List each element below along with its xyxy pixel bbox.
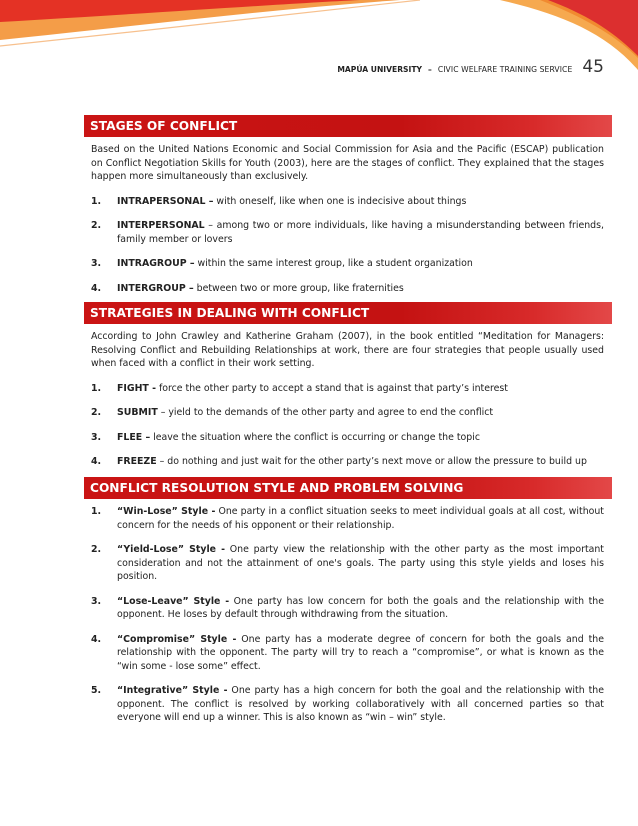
item-number: 3. — [91, 431, 102, 443]
item-number: 2. — [91, 220, 102, 231]
section-resolution-styles — [84, 477, 612, 725]
item-term: INTERGROUP – — [117, 282, 194, 294]
list-item — [91, 455, 604, 469]
item-number: 3. — [91, 258, 102, 269]
list-item — [91, 633, 604, 674]
item-text: One party has a high concern for both the goal and the relationship with the opponent. The conflict is resolved by working collaboratively with all concerned parties so that everyone will end up a winner. This is also known as “win – win” style. — [117, 685, 604, 723]
section-intro: According to John Crawley and Katherine Graham (2007), in the book entitled “Meditation for Managers: Resolving Conflict and Rebuilding Relationships at work, there are four strategies that people usually used when faced with a conflict in their work setting. — [91, 331, 604, 369]
item-text: One party view the relationship with the other party as the most important consideration and not the attainment of one's goals. The party using this style yields and loses his position. — [117, 544, 604, 582]
item-term: SUBMIT — [117, 407, 158, 418]
section-stages-of-conflict — [84, 115, 612, 295]
page-header — [337, 57, 604, 77]
page-number: 45 — [582, 57, 604, 77]
item-term: FIGHT - — [117, 382, 156, 394]
list-item — [91, 595, 604, 622]
item-text: One party in a conflict situation seeks to meet individual goals at all cost, without concern for the needs of his opponent or their relationship. — [117, 506, 604, 531]
item-term: “Lose-Leave” Style - — [117, 595, 230, 607]
item-text: between two or more group, like fraternities — [193, 282, 404, 294]
item-number: 4. — [91, 633, 102, 645]
list-item — [91, 505, 604, 532]
header-university: MAPÚA UNIVERSITY — [337, 65, 423, 74]
item-term: “Yield-Lose” Style - — [117, 544, 225, 555]
item-text: force the other party to accept a stand that is against that party’s interest — [155, 382, 508, 394]
item-text: – do nothing and just wait for the other party’s next move or allow the pressure to build up — [156, 456, 587, 467]
item-number: 4. — [91, 282, 102, 294]
item-term: INTERPERSONAL — [117, 220, 205, 231]
list-item — [91, 219, 604, 246]
item-term: “Compromise” Style - — [117, 633, 237, 645]
item-number: 3. — [91, 595, 102, 607]
item-number: 1. — [91, 506, 102, 517]
item-term: INTRAGROUP – — [117, 258, 195, 269]
list-item — [91, 195, 604, 209]
stages-list — [84, 195, 612, 296]
item-text: leave the situation where the conflict is occurring or change the topic — [150, 431, 480, 443]
item-term: “Win-Lose” Style - — [117, 506, 216, 517]
item-term: FREEZE — [117, 456, 157, 467]
section-title: STAGES OF CONFLICT — [84, 115, 612, 137]
item-term: “Integrative” Style - — [117, 685, 228, 696]
list-item — [91, 431, 604, 445]
list-item — [91, 257, 604, 271]
section-title: STRATEGIES IN DEALING WITH CONFLICT — [84, 302, 612, 324]
item-text: One party has low concern for both the goals and the relationship with the opponent. He loses by default through withdrawing from the situation. — [117, 595, 605, 620]
section-title: CONFLICT RESOLUTION STYLE AND PROBLEM SOLVING — [84, 477, 612, 499]
item-term: FLEE – — [117, 431, 151, 443]
item-text: – among two or more individuals, like having a misunderstanding between friends, family member or lovers — [117, 220, 604, 245]
item-number: 4. — [91, 456, 102, 467]
item-number: 2. — [91, 407, 102, 418]
list-item — [91, 406, 604, 420]
item-number: 5. — [91, 685, 102, 696]
list-item — [91, 543, 604, 584]
item-text: One party has a moderate degree of concern for both the goals and the relationship with the opponent. The party will try to reach a “compromise”, or what is known as the “win some - lose some” effect. — [117, 633, 604, 672]
strategies-list — [84, 382, 612, 469]
item-text: – yield to the demands of the other party and agree to end the conflict — [157, 407, 494, 418]
list-item — [91, 282, 604, 296]
item-number: 1. — [91, 195, 102, 207]
item-number: 1. — [91, 382, 102, 394]
item-text: within the same interest group, like a student organization — [194, 258, 473, 269]
section-strategies — [84, 302, 612, 469]
list-item — [91, 684, 604, 725]
styles-list — [84, 505, 612, 725]
item-term: INTRAPERSONAL – — [117, 195, 214, 207]
item-number: 2. — [91, 544, 102, 555]
section-intro: Based on the United Nations Economic and Social Commission for Asia and the Pacific (ESCAP) publication on Conflict Negotiation Skills for Youth (2003), here are the stages of conflict. They explained that the stages happen more simultaneously than exclusively. — [91, 144, 604, 182]
list-item — [91, 382, 604, 396]
header-service: CIVIC WELFARE TRAINING SERVICE — [437, 65, 573, 74]
item-text: with oneself, like when one is indecisive about things — [213, 195, 467, 207]
header-dash: – — [428, 65, 432, 74]
